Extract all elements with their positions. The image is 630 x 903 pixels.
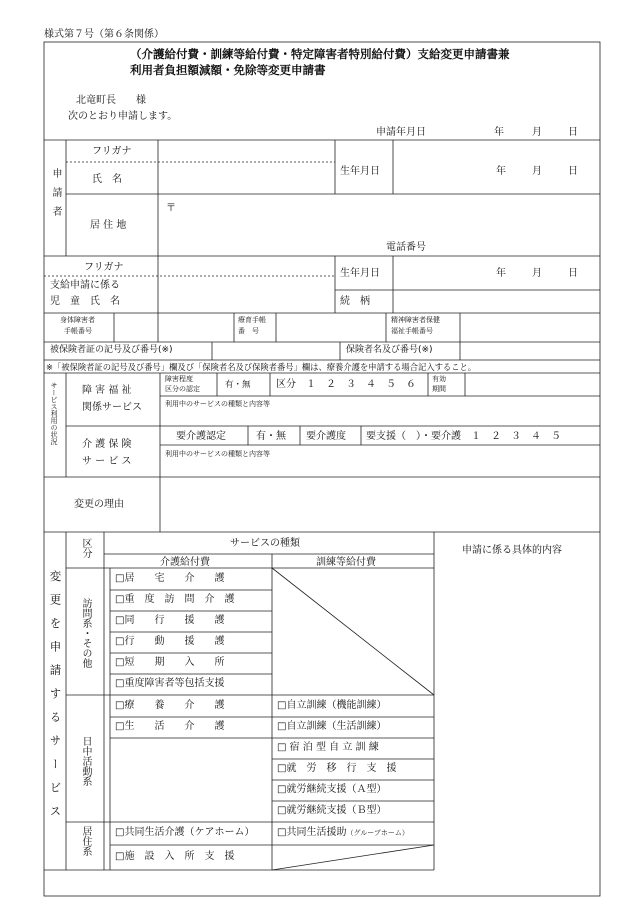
- child-birth-month: 月: [532, 268, 542, 279]
- application-date-label: 申請年月日: [376, 127, 426, 138]
- welfare-service-label-1: 障 害 福 祉: [82, 385, 132, 396]
- care-cert-label: 要介護認定: [176, 431, 226, 442]
- intro-text: 次のとおり申請します。: [68, 111, 178, 122]
- applicant-furigana-label: フリガナ: [92, 146, 132, 157]
- diagonal-slash-1: [272, 568, 434, 695]
- checkbox-life-care[interactable]: □生 活 介 護: [115, 721, 225, 732]
- checkbox-short-stay[interactable]: □短 期 入 所: [115, 657, 225, 668]
- kubun-header: 区分: [80, 538, 91, 558]
- form-number: 様式第７号（第６条関係）: [44, 29, 164, 40]
- child-birth-day: 日: [568, 268, 578, 279]
- mental-handbook-label-2: 福祉手帳番号: [391, 327, 433, 335]
- postal-mark: 〒: [166, 203, 176, 214]
- degree-label-2: 区分の認定: [165, 385, 200, 393]
- note-text: ※「被保険者証の記号及び番号」欄及び「保険者名及び保険者番号」欄は、療養介護を申請する場合記入すること。: [46, 362, 477, 372]
- applicant-section-label: 申請者: [50, 168, 61, 225]
- applicant-name-label: 氏 名: [92, 174, 122, 185]
- addressee: 北竜町長 様: [76, 95, 146, 106]
- physical-handbook-label-2: 手帳番号: [64, 327, 92, 335]
- care-cert-yes-no: 有・無: [256, 431, 286, 442]
- group-home-sub-label: （グループホーム）: [346, 829, 409, 837]
- insurer-label: 保険者名及び番号(※): [346, 345, 433, 355]
- diagonal-slash-2: [272, 845, 434, 870]
- checkbox-home-care[interactable]: □居 宅 介 護: [115, 573, 225, 584]
- date-month: 月: [532, 127, 542, 138]
- relation-label: 続 柄: [340, 296, 370, 307]
- checkbox-medical-care[interactable]: □療 養 介 護: [115, 700, 225, 711]
- applicant-address-label: 居 住 地: [90, 220, 127, 231]
- checkbox-care-home[interactable]: □共同生活介護（ケアホーム）: [115, 827, 255, 838]
- checkbox-employment-a[interactable]: □就労継続支援（Ａ型）: [277, 784, 387, 795]
- checkbox-employment-b[interactable]: □就労継続支援（Ｂ型）: [277, 805, 387, 816]
- rehab-handbook-label-2: 番 号: [238, 327, 259, 335]
- valid-period-label-2: 期間: [432, 385, 446, 393]
- date-year: 年: [494, 127, 504, 138]
- rehab-handbook-label-1: 療育手帳: [238, 316, 266, 324]
- child-birth-year: 年: [496, 268, 506, 279]
- checkbox-function-training[interactable]: □自立訓練（機能訓練）: [277, 700, 387, 711]
- care-degree-label: 要介護度: [306, 431, 346, 442]
- class-options: 区分 １ ２ ３ ４ ５ ６: [276, 379, 416, 390]
- date-day: 日: [568, 127, 578, 138]
- checkbox-group-home[interactable]: [277, 828, 409, 838]
- form-title-line1: （介護給付費・訓練等給付費・特定障害者特別給付費）支給変更申請書兼: [130, 47, 510, 61]
- degree-label-1: 障害程度: [165, 375, 193, 383]
- service-kind-header: サービスの種類: [230, 538, 300, 549]
- checkbox-facility-admission[interactable]: □施 設 入 所 支 援: [115, 851, 235, 862]
- daytime-group-label: 日中活動系: [80, 736, 91, 786]
- change-section-label: 変更を申請するサービス: [48, 570, 63, 829]
- child-birth-label: 生年月日: [340, 268, 380, 279]
- applicant-birth-day: 日: [568, 166, 578, 177]
- checkbox-lodging-training[interactable]: □ 宿 泊 型 自 立 訓 練: [277, 742, 379, 753]
- change-reason-label: 変更の理由: [74, 499, 124, 510]
- support-care-options: 要支援（ ）・要介護 １ ２ ３ ４ ５: [366, 431, 561, 442]
- degree-yes-no: 有・無: [225, 380, 251, 390]
- insured-cert-label: 被保険者証の記号及び番号(※): [50, 345, 173, 355]
- care-benefit-header: 介護給付費: [160, 557, 210, 568]
- checkbox-heavy-visit-care[interactable]: □重 度 訪 問 介 護: [115, 594, 235, 605]
- mental-handbook-label-1: 精神障害者保健: [391, 316, 440, 324]
- visit-group-label: 訪問系・その他: [80, 598, 91, 668]
- checkbox-behavior-support[interactable]: □行 動 援 護: [115, 636, 225, 647]
- form-title-line2: 利用者負担額減額・免除等変更申請書: [130, 63, 326, 77]
- checkbox-life-training[interactable]: □自立訓練（生活訓練）: [277, 721, 387, 732]
- care-in-use-label: 利用中のサービスの種類と内容等: [165, 450, 270, 458]
- checkbox-accompany-support[interactable]: □同 行 援 護: [115, 615, 225, 626]
- child-label-1: 支給申請に係る: [50, 280, 120, 291]
- checkbox-employment-transition[interactable]: □就 労 移 行 支 援: [277, 763, 397, 774]
- training-benefit-header: 訓練等給付費: [316, 557, 376, 568]
- care-insurance-label-1: 介 護 保 険: [82, 439, 132, 450]
- phone-label: 電話番号: [386, 242, 426, 253]
- residence-group-label: 居住系: [80, 826, 91, 856]
- group-home-label: □共同生活援助: [277, 827, 347, 838]
- child-label-2: 児 童 氏 名: [50, 296, 120, 307]
- service-status-section-label: サービス利用の状況: [50, 382, 58, 445]
- welfare-in-use-label: 利用中のサービスの種類と内容等: [165, 400, 270, 408]
- details-header: 申請に係る具体的内容: [462, 545, 562, 556]
- welfare-service-label-2: 関係サービス: [82, 402, 142, 413]
- child-furigana-label: フリガナ: [84, 262, 124, 273]
- applicant-birth-label: 生年月日: [340, 166, 380, 177]
- physical-handbook-label-1: 身体障害者: [60, 316, 95, 324]
- checkbox-comprehensive-support[interactable]: □重度障害者等包括支援: [115, 678, 225, 689]
- applicant-birth-month: 月: [532, 166, 542, 177]
- valid-period-label-1: 有効: [432, 375, 446, 383]
- care-insurance-label-2: サ ー ビ ス: [82, 456, 132, 467]
- applicant-birth-year: 年: [496, 166, 506, 177]
